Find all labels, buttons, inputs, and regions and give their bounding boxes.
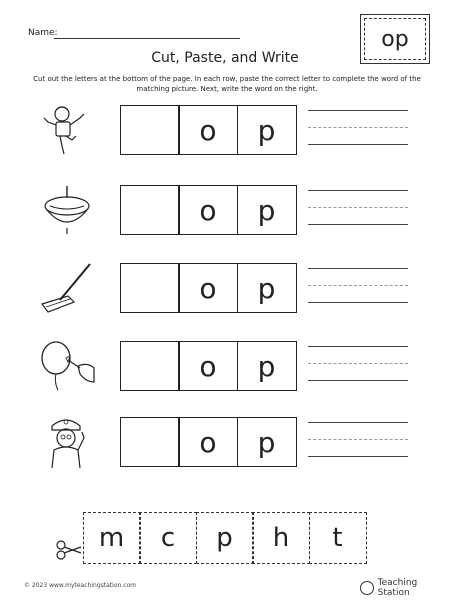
letter-box-o: o	[178, 263, 238, 313]
word-row	[0, 180, 450, 240]
brand-name: Teaching Station	[377, 578, 418, 598]
blank-letter-box	[120, 341, 180, 391]
name-line	[54, 38, 240, 39]
writing-lines	[308, 422, 408, 473]
word-row	[0, 336, 450, 396]
cutout-letter-h: h	[252, 512, 310, 564]
police-officer-picture	[38, 414, 96, 470]
balloon-pop-picture	[38, 338, 96, 394]
cutout-letter-p: p	[196, 512, 254, 564]
writing-lines	[308, 268, 408, 319]
writing-lines	[308, 190, 408, 241]
cutout-letter-t: t	[309, 512, 367, 564]
spinning-top-picture	[38, 182, 96, 238]
copyright-text: © 2023 www.myteachingstation.com	[24, 582, 137, 589]
mop-picture	[38, 260, 96, 316]
letter-box-p: p	[237, 341, 297, 391]
scissors-icon	[56, 540, 82, 560]
letter-box-o: o	[178, 341, 238, 391]
blank-letter-box	[120, 263, 180, 313]
child-hopping-picture	[38, 102, 96, 158]
blank-letter-box	[120, 417, 180, 467]
instructions: Cut out the letters at the bottom of the page. In each row, paste the correct letter to complete the word of the matching picture. Next, write the word on the right.	[33, 75, 421, 93]
word-row	[0, 412, 450, 472]
word-row	[0, 258, 450, 318]
cutout-letter-c: c	[139, 512, 197, 564]
word-row	[0, 100, 450, 160]
blank-letter-box	[120, 105, 180, 155]
page-title: Cut, Paste, and Write	[151, 50, 299, 66]
letter-box-p: p	[237, 263, 297, 313]
name-label: Name:	[28, 28, 58, 38]
cutout-letter-strip	[84, 512, 367, 564]
letter-box-o: o	[178, 105, 238, 155]
blank-letter-box	[120, 185, 180, 235]
teaching-station-logo-icon	[360, 581, 374, 595]
letter-box-o: o	[178, 417, 238, 467]
letter-box-p: p	[237, 417, 297, 467]
cutout-letter-m: m	[83, 512, 141, 564]
brand-logo	[360, 578, 450, 598]
letter-box-o: o	[178, 185, 238, 235]
writing-lines	[308, 110, 408, 161]
writing-lines	[308, 346, 408, 397]
letter-box-p: p	[237, 185, 297, 235]
badge-text: op	[381, 26, 409, 52]
letter-box-p: p	[237, 105, 297, 155]
